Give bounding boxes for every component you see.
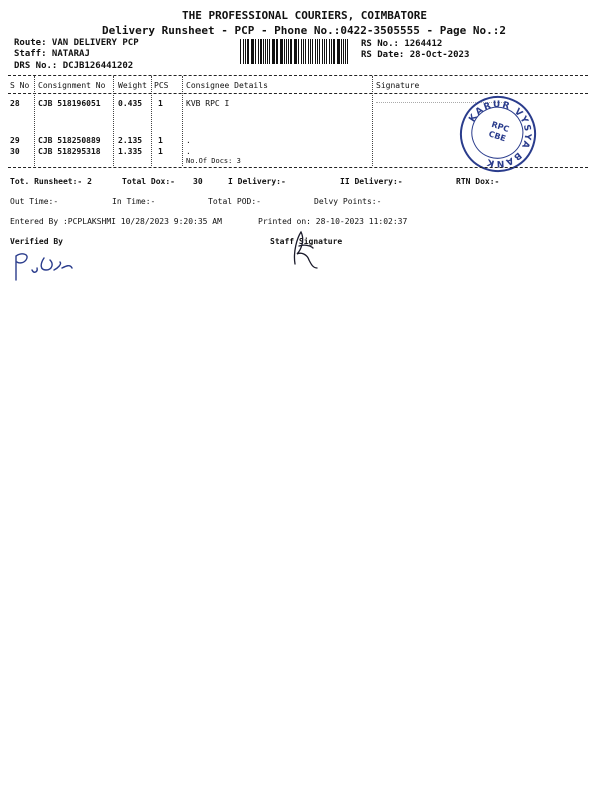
barcode-bar [243, 39, 244, 64]
verified-signature [10, 250, 80, 282]
barcode-bar [347, 39, 348, 64]
rtn-dox: RTN Dox:- [456, 177, 500, 186]
rs-number: RS No.: 1264412 [361, 39, 443, 49]
barcode-bar [263, 39, 264, 64]
barcode-bar [288, 39, 289, 64]
printed-on: Printed on: 28-10-2023 11:02:37 [258, 217, 408, 226]
row-consignment: CJB 518295318 [38, 147, 101, 156]
barcode-bar [276, 39, 278, 64]
row-sno: 30 [10, 147, 20, 156]
row-sno: 28 [10, 99, 20, 108]
barcode-bar [295, 39, 297, 64]
table-header-rule [8, 93, 588, 94]
barcode-bar [258, 39, 259, 64]
total-runsheet: Tot. Runsheet:- 2 [10, 177, 92, 186]
barcode-bar [331, 39, 332, 64]
barcode-bar [308, 39, 309, 64]
staff-signature [283, 228, 323, 270]
drs-number: DRS No.: DCJB126441202 [14, 61, 134, 71]
barcode-bar [281, 39, 282, 64]
company-name: THE PROFESSIONAL COURIERS, COIMBATORE [182, 9, 428, 22]
docs-count: No.Of Docs: 3 [186, 157, 241, 165]
barcode-bar [265, 39, 266, 64]
row-pcs: 1 [158, 136, 163, 145]
i-delivery: I Delivery:- [228, 177, 286, 186]
col-sep [34, 76, 35, 166]
barcode-bar [252, 39, 253, 64]
barcode-bar [343, 39, 344, 64]
row-consignment: CJB 518196051 [38, 99, 101, 108]
rs-date: RS Date: 28-Oct-2023 [361, 50, 470, 60]
barcode-bar [247, 39, 249, 64]
staff-signature-label: Staff Signature [270, 237, 343, 246]
barcode-bar [333, 39, 335, 64]
table-bottom-rule [8, 167, 588, 168]
col-header-signature: Signature [376, 81, 420, 90]
stamp-line-rpc: RPC [490, 119, 511, 134]
barcode-bar [317, 39, 318, 64]
table-top-rule [8, 75, 588, 76]
barcode-bar [286, 39, 287, 64]
barcode-image [240, 39, 350, 64]
barcode-bar [310, 39, 311, 64]
barcode-bar [272, 39, 273, 64]
barcode-bar [319, 39, 320, 64]
barcode-bar [251, 39, 252, 64]
delvy-points: Delvy Points:- [314, 197, 382, 206]
barcode-bar [280, 39, 281, 64]
out-time: Out Time:- [10, 197, 59, 206]
svg-text:KARUR VYSYA BANK: KARUR VYSYA BANK [467, 99, 533, 169]
barcode-bar [269, 39, 270, 64]
barcode-bar [267, 39, 268, 64]
row-weight: 0.435 [118, 99, 143, 108]
route-label: Route: VAN DELIVERY PCP [14, 38, 139, 48]
col-sep [372, 76, 373, 166]
barcode-bar [273, 39, 274, 64]
verified-by-label: Verified By [10, 237, 63, 246]
in-time: In Time:- [112, 197, 156, 206]
ii-delivery: II Delivery:- [340, 177, 403, 186]
col-header-sno: S No [10, 81, 30, 90]
barcode-bar [322, 39, 323, 64]
barcode-bar [338, 39, 339, 64]
barcode-bar [255, 39, 256, 64]
barcode-bar [284, 39, 285, 64]
row-consignee: KVB RPC I [186, 99, 230, 108]
barcode-bar [290, 39, 291, 64]
col-header-consignee: Consignee Details [186, 81, 268, 90]
barcode-bar [294, 39, 295, 64]
barcode-bar [329, 39, 330, 64]
col-sep [182, 76, 183, 166]
row-weight: 1.335 [118, 147, 143, 156]
col-header-pcs: PCS [154, 81, 169, 90]
total-pod: Total POD:- [208, 197, 261, 206]
row-consignee: . [186, 136, 191, 145]
row-pcs: 1 [158, 147, 163, 156]
barcode-bar [345, 39, 346, 64]
row-sno: 29 [10, 136, 20, 145]
barcode-bar [260, 39, 262, 64]
row-consignee: . [186, 147, 191, 156]
row-consignment: CJB 518250889 [38, 136, 101, 145]
total-dox-label: Total Dox:- [122, 177, 175, 186]
row-weight: 2.135 [118, 136, 143, 145]
barcode-bar [337, 39, 338, 64]
barcode-bar [240, 39, 241, 64]
barcode-bar [341, 39, 342, 64]
barcode-bar [326, 39, 327, 64]
row-pcs: 1 [158, 99, 163, 108]
runsheet-title: Delivery Runsheet - PCP - Phone No.:0422-3505555 - Page No.:2 [102, 24, 506, 37]
col-header-consignment: Consignment No [38, 81, 106, 90]
barcode-bar [315, 39, 316, 64]
total-dox-value: 30 [193, 177, 203, 186]
stamp-line-cbe: CBE [487, 129, 507, 144]
barcode-bar [301, 39, 302, 64]
col-sep [151, 76, 152, 166]
staff-label: Staff: NATARAJ [14, 49, 90, 59]
barcode-bar [312, 39, 314, 64]
barcode-bar [305, 39, 306, 64]
col-sep [113, 76, 114, 166]
barcode-bar [298, 39, 299, 64]
barcode-bar [324, 39, 325, 64]
barcode-bar [303, 39, 304, 64]
barcode-bar [245, 39, 246, 64]
entered-by: Entered By :PCPLAKSHMI 10/28/2023 9:20:35 AM [10, 217, 222, 226]
col-header-weight: Weight [118, 81, 147, 90]
